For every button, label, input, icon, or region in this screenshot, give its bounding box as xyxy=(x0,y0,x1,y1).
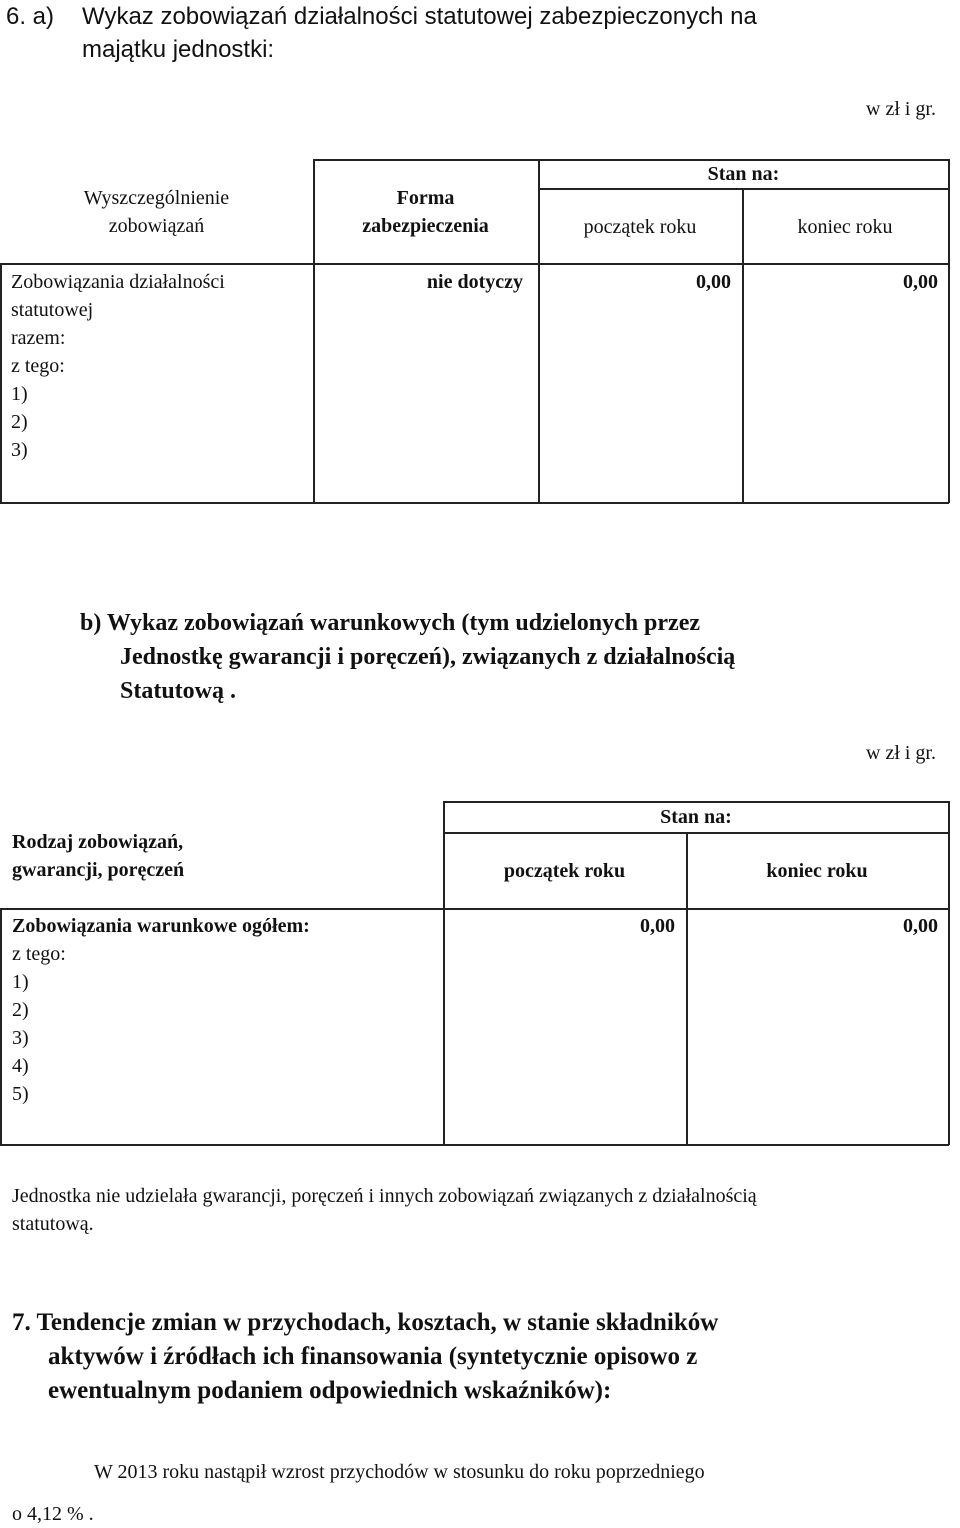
table-b-row-label-line: 3) xyxy=(12,1027,29,1049)
table-a-header-col1-line2: zobowiązań xyxy=(108,215,205,237)
table-a-header-col1-line1: Wyszczególnienie xyxy=(83,187,230,209)
section-7-text-line2: o 4,12 % . xyxy=(12,1503,94,1525)
table-a-row-label-line: 3) xyxy=(11,439,28,461)
table-a-row-label-line: Zobowiązania działalności xyxy=(11,271,225,293)
section-7-heading xyxy=(12,1306,718,1408)
section-b-note-line2: statutową. xyxy=(12,1213,94,1235)
table-a-row-label-line: 2) xyxy=(11,411,28,433)
table-a-row-label-line: statutowej xyxy=(11,299,94,321)
table-a-header-stan: Stan na: xyxy=(707,163,780,185)
table-b-header-col1 xyxy=(12,828,184,884)
section-b-unit: w zł i gr. xyxy=(866,742,936,764)
table-b-row-label-line: 1) xyxy=(12,971,29,993)
section-a-title-line1: Wykaz zobowiązań działalności statutowej zabezpieczonych na xyxy=(82,3,757,30)
section-7-title-line3: ewentualnym podaniem odpowiednich wskaźników): xyxy=(48,1377,612,1404)
table-b-row-label xyxy=(12,912,310,1108)
section-b-title-line3: Statutową . xyxy=(120,678,237,704)
table-b-header-stan: Stan na: xyxy=(660,806,732,828)
table-a-start-value: 0,00 xyxy=(696,271,731,293)
section-a-number: 6. a) xyxy=(6,3,55,30)
section-7-title-line2: aktywów i źródłach ich finansowania (syntetycznie opisowo z xyxy=(48,1343,698,1370)
table-a-row-label-line: 1) xyxy=(11,383,28,405)
table-b-row-label-line: 5) xyxy=(12,1083,29,1105)
section-a-title-line2: majątku jednostki: xyxy=(82,36,275,63)
table-b-end-value: 0,00 xyxy=(903,915,938,937)
table-a-header-col2 xyxy=(313,184,538,240)
table-a-row-label xyxy=(11,268,225,464)
table-b-start-value: 0,00 xyxy=(640,915,675,937)
section-b-heading xyxy=(80,606,735,708)
section-a-heading xyxy=(6,0,757,66)
table-b-row-label-line: z tego: xyxy=(12,943,66,965)
section-7-title-line1: 7. Tendencje zmian w przychodach, kosztach, w stanie składników xyxy=(12,1309,719,1336)
section-b-title-line1: b) Wykaz zobowiązań warunkowych (tym udzielonych przez xyxy=(80,610,700,636)
table-a-header-col2-line2: zabezpieczenia xyxy=(362,215,489,237)
table-a-end-value: 0,00 xyxy=(903,271,938,293)
table-a-header-start: początek roku xyxy=(583,216,697,238)
section-b-note-line1: Jednostka nie udzielała gwarancji, poręczeń i innych zobowiązań związanych z działalnością xyxy=(12,1185,757,1207)
section-b-note xyxy=(12,1182,757,1238)
table-a-row-label-line: z tego: xyxy=(11,355,65,377)
table-b-row-label-line: 2) xyxy=(12,999,29,1021)
table-b-header-col1-line1: Rodzaj zobowiązań, xyxy=(12,831,184,853)
table-a-header-end: koniec roku xyxy=(797,216,893,238)
table-a-header-col1 xyxy=(0,184,313,240)
section-b-title-line2: Jednostkę gwarancji i poręczeń), związanych z działalnością xyxy=(120,644,736,670)
table-b-row-label-line: 4) xyxy=(12,1055,29,1077)
table-a-row-label-line: razem: xyxy=(11,327,66,349)
table-b-header-start: początek roku xyxy=(503,860,626,882)
section-7-text-line1: W 2013 roku nastąpił wzrost przychodów w stosunku do roku poprzedniego xyxy=(94,1461,705,1483)
table-a-form-value: nie dotyczy xyxy=(426,271,523,293)
table-a-header-col2-line1: Forma xyxy=(396,187,455,209)
table-b-header-end: koniec roku xyxy=(766,860,868,882)
table-b-row-label-line: Zobowiązania warunkowe ogółem: xyxy=(12,915,310,937)
table-b-header-col1-line2: gwarancji, poręczeń xyxy=(12,859,185,881)
section-a-unit: w zł i gr. xyxy=(866,98,936,120)
